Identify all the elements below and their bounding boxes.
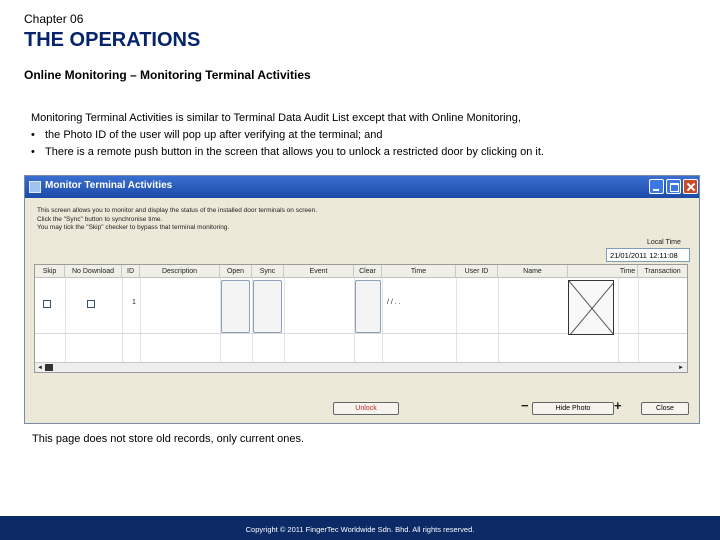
- bullet-text: There is a remote push button in the screen that allows you to unlock a restricted door by clicking on it.: [45, 146, 544, 158]
- column-header-description[interactable]: Description: [140, 265, 220, 278]
- column-divider: [284, 278, 285, 362]
- column-header-name[interactable]: Name: [498, 265, 568, 278]
- chapter-label: Chapter 06: [24, 12, 84, 26]
- scroll-thumb[interactable]: [45, 364, 53, 371]
- column-header-user-id[interactable]: User ID: [456, 265, 498, 278]
- horizontal-scrollbar[interactable]: [35, 362, 687, 372]
- intro-text-block: [31, 110, 711, 161]
- section-subtitle: Online Monitoring – Monitoring Terminal Activities: [24, 68, 311, 82]
- zoom-out-button[interactable]: −: [521, 398, 529, 413]
- sync-time-button[interactable]: [253, 280, 282, 333]
- terminal-id-cell: 1: [132, 299, 136, 306]
- clear-button[interactable]: [355, 280, 381, 333]
- column-header-clear[interactable]: Clear: [354, 265, 382, 278]
- column-divider: [122, 278, 123, 362]
- instruction-line: You may tick the "Skip" checker to bypass that terminal monitoring.: [37, 224, 230, 231]
- window-titlebar[interactable]: [25, 176, 699, 198]
- bullet-item: [31, 144, 711, 161]
- instruction-line: This screen allows you to monitor and display the status of the installed door terminals on screen.: [37, 207, 318, 214]
- no-download-checkbox[interactable]: [87, 300, 95, 308]
- local-time-field: 21/01/2011 12:11:08: [606, 248, 690, 262]
- column-divider: [456, 278, 457, 362]
- instructions: [37, 207, 457, 233]
- open-door-button[interactable]: [221, 280, 250, 333]
- page-title: THE OPERATIONS: [24, 29, 201, 51]
- photo-id-placeholder: [568, 280, 614, 335]
- minimize-button[interactable]: [649, 179, 664, 194]
- footer-copyright: Copyright © 2011 FingerTec Worldwide Sdn. Bhd. All rights reserved.: [0, 516, 720, 540]
- column-header-event[interactable]: Event: [284, 265, 354, 278]
- photo-placeholder-cross: [569, 281, 614, 335]
- monitor-window: [24, 175, 700, 424]
- column-header-sync[interactable]: Sync: [252, 265, 284, 278]
- hide-photo-button[interactable]: Hide Photo: [532, 402, 614, 415]
- column-divider: [382, 278, 383, 362]
- note-text: This page does not store old records, only current ones.: [32, 433, 305, 445]
- close-button[interactable]: Close: [641, 402, 689, 415]
- intro-paragraph: Monitoring Terminal Activities is similar to Terminal Data Audit List except that with Online Monitoring,: [31, 112, 521, 124]
- local-time-label: Local Time: [647, 239, 681, 246]
- bullet-item: [31, 127, 711, 144]
- scroll-right-icon[interactable]: ►: [678, 365, 684, 371]
- column-header-skip[interactable]: Skip: [35, 265, 65, 278]
- terminal-grid: [34, 264, 688, 373]
- grid-header: [35, 265, 687, 278]
- zoom-in-button[interactable]: +: [614, 398, 622, 413]
- close-window-button[interactable]: [683, 179, 698, 194]
- column-header-id[interactable]: ID: [122, 265, 140, 278]
- maximize-button[interactable]: [666, 179, 681, 194]
- bullet-glyph: •: [31, 129, 35, 141]
- unlock-button[interactable]: Unlock: [333, 402, 399, 415]
- column-header-transaction[interactable]: Transaction: [644, 268, 681, 275]
- column-header-open[interactable]: Open: [220, 265, 252, 278]
- app-icon: [29, 181, 41, 193]
- bullet-text: the Photo ID of the user will pop up after verifying at the terminal; and: [45, 129, 383, 141]
- column-divider: [65, 278, 66, 362]
- instruction-line: Click the "Sync" button to synchronise time.: [37, 215, 163, 223]
- window-title: Monitor Terminal Activities: [45, 180, 173, 191]
- time-cell: / / . .: [387, 299, 401, 306]
- column-divider: [618, 278, 619, 362]
- bullet-glyph: •: [31, 146, 35, 158]
- column-divider: [140, 278, 141, 362]
- column-header-photo-time[interactable]: Time: [618, 265, 638, 278]
- skip-checkbox[interactable]: [43, 300, 51, 308]
- column-divider: [498, 278, 499, 362]
- scroll-left-icon[interactable]: ◄: [37, 365, 43, 371]
- column-header-no-download[interactable]: No Download: [65, 265, 122, 278]
- column-header-time[interactable]: Time: [382, 265, 456, 278]
- column-divider: [638, 278, 639, 362]
